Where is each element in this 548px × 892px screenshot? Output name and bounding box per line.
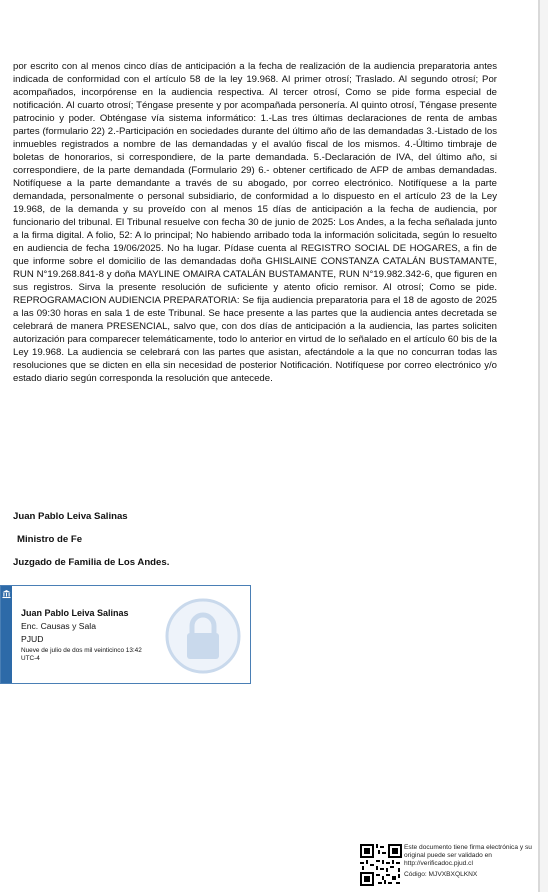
- electronic-signature-box: [0, 585, 251, 684]
- e-signer-position: Enc. Causas y Sala: [21, 621, 96, 631]
- verification-code: Código: MJVXBXQLKNX: [404, 871, 478, 878]
- signer-role: Ministro de Fe: [17, 534, 83, 545]
- page-border: [538, 0, 540, 892]
- resolution-text: por escrito con al menos cinco días de anticipación a la fecha de realización de la audiencia preparatoria antes indicada de conformidad con el artículo 58 de la ley 19.968. Al primer otrosí; Traslado. Al segundo otrosí; Por acompañados, incorpórense en la audiencia respectiva. Al tercer otrosí, Como se pide forma especial de notificación. Al cuarto otrosí; Téngase presente y por acompañada personería. Al quinto otrosí, Téngase presente patrocinio y poder. Obténgase vía sistema informático: 1.-Las tres últimas declaraciones de renta de ambas partes (formulario 22) 2.-Participación en sociedades durante del último año de las demandadas 3.-Listado de los inmuebles registrados a nombre de las demandadas y el avalúo fiscal de los mismos. 4.-Último timbraje de boletas de honorarios, si correspondiere, de la parte demandada. 5.-Declaración de IVA, del último año, si correspondiere, de la parte demandada (Formulario 29) 6.- obtener certificado de AFP de ambas demandadas. Notifíquese a la parte demandante a través de su abogado, por correo electrónico. Notifíquese a la parte demandada, personalmente o personal subsidiario, de conformidad a lo dispuesto en el artículo 23 de la Ley 19.968, de la demanda y su proveído con al menos 15 días de anticipación a la fecha de audiencia, por funcionario del tribunal. El Tribunal resuelve con fecha 30 de junio de 2025: Los Andes, a la fecha señalada junto a la firma digital. A folio, 52: A lo principal; No habiendo arribado toda la información solicitada, según lo resuelto en audiencia de fecha 19/06/2025. No ha lugar. Pídase cuenta al REGISTRO SOCIAL DE HOGARES, a fin de que informe sobre el domicilio de las demandadas doña GHISLAINE CONSTANZA CATALÁN BUSTAMANTE, RUN N°19.268.841-8 y doña MAYLINE OMAIRA CATALÁN BUSTAMANTE, RUN N°19.982.342-6, que figuren en sus registros. Sirva la presente resolución de suficiente y atento oficio remisor. Al otrosí; Como se pide. REPROGRAMACION AUDIENCIA PREPARATORIA: Se fija audiencia preparatoria para el 18 de agosto de 2025 a las 09:30 horas en sala 1 de este Tribunal. Se hace presente a las partes que la audiencia antes decretada se celebrará de manera PRESENCIAL, salvo que, con dos días de anticipación a la audiencia, las partes soliciten autorización para comparecer telemáticamente, todo lo anterior en virtud de lo señalado en el artículo 60 bis de la Ley 19.968. La audiencia se celebrará con las partes que asistan, afectándole a la que no concurran todas las resoluciones que se dicten en ella sin necesidad de posterior Notificación. Notifíquese por correo electrónico y/o estado diario según corresponda la resolución que antecede.: [13, 61, 497, 385]
- e-signer-organization: PJUD: [21, 634, 44, 644]
- e-signer-name: Juan Pablo Leiva Salinas: [21, 608, 129, 618]
- verification-text: Este documento tiene firma electrónica y su original puede ser validado en http://verificadoc.pjud.cl: [404, 844, 532, 867]
- signature-side-bar: [1, 586, 12, 683]
- courthouse-icon: [2, 589, 11, 599]
- signature-block: [13, 510, 169, 579]
- qr-code: [360, 844, 402, 886]
- padlock-icon: [165, 598, 241, 674]
- verification-note: [404, 844, 538, 879]
- page-margin: [540, 0, 548, 892]
- court-name: Juzgado de Familia de Los Andes.: [13, 557, 170, 568]
- signer-name: Juan Pablo Leiva Salinas: [13, 511, 128, 522]
- e-signature-timestamp: Nueve de julio de dos mil veinticinco 13:42 UTC-4: [21, 647, 142, 662]
